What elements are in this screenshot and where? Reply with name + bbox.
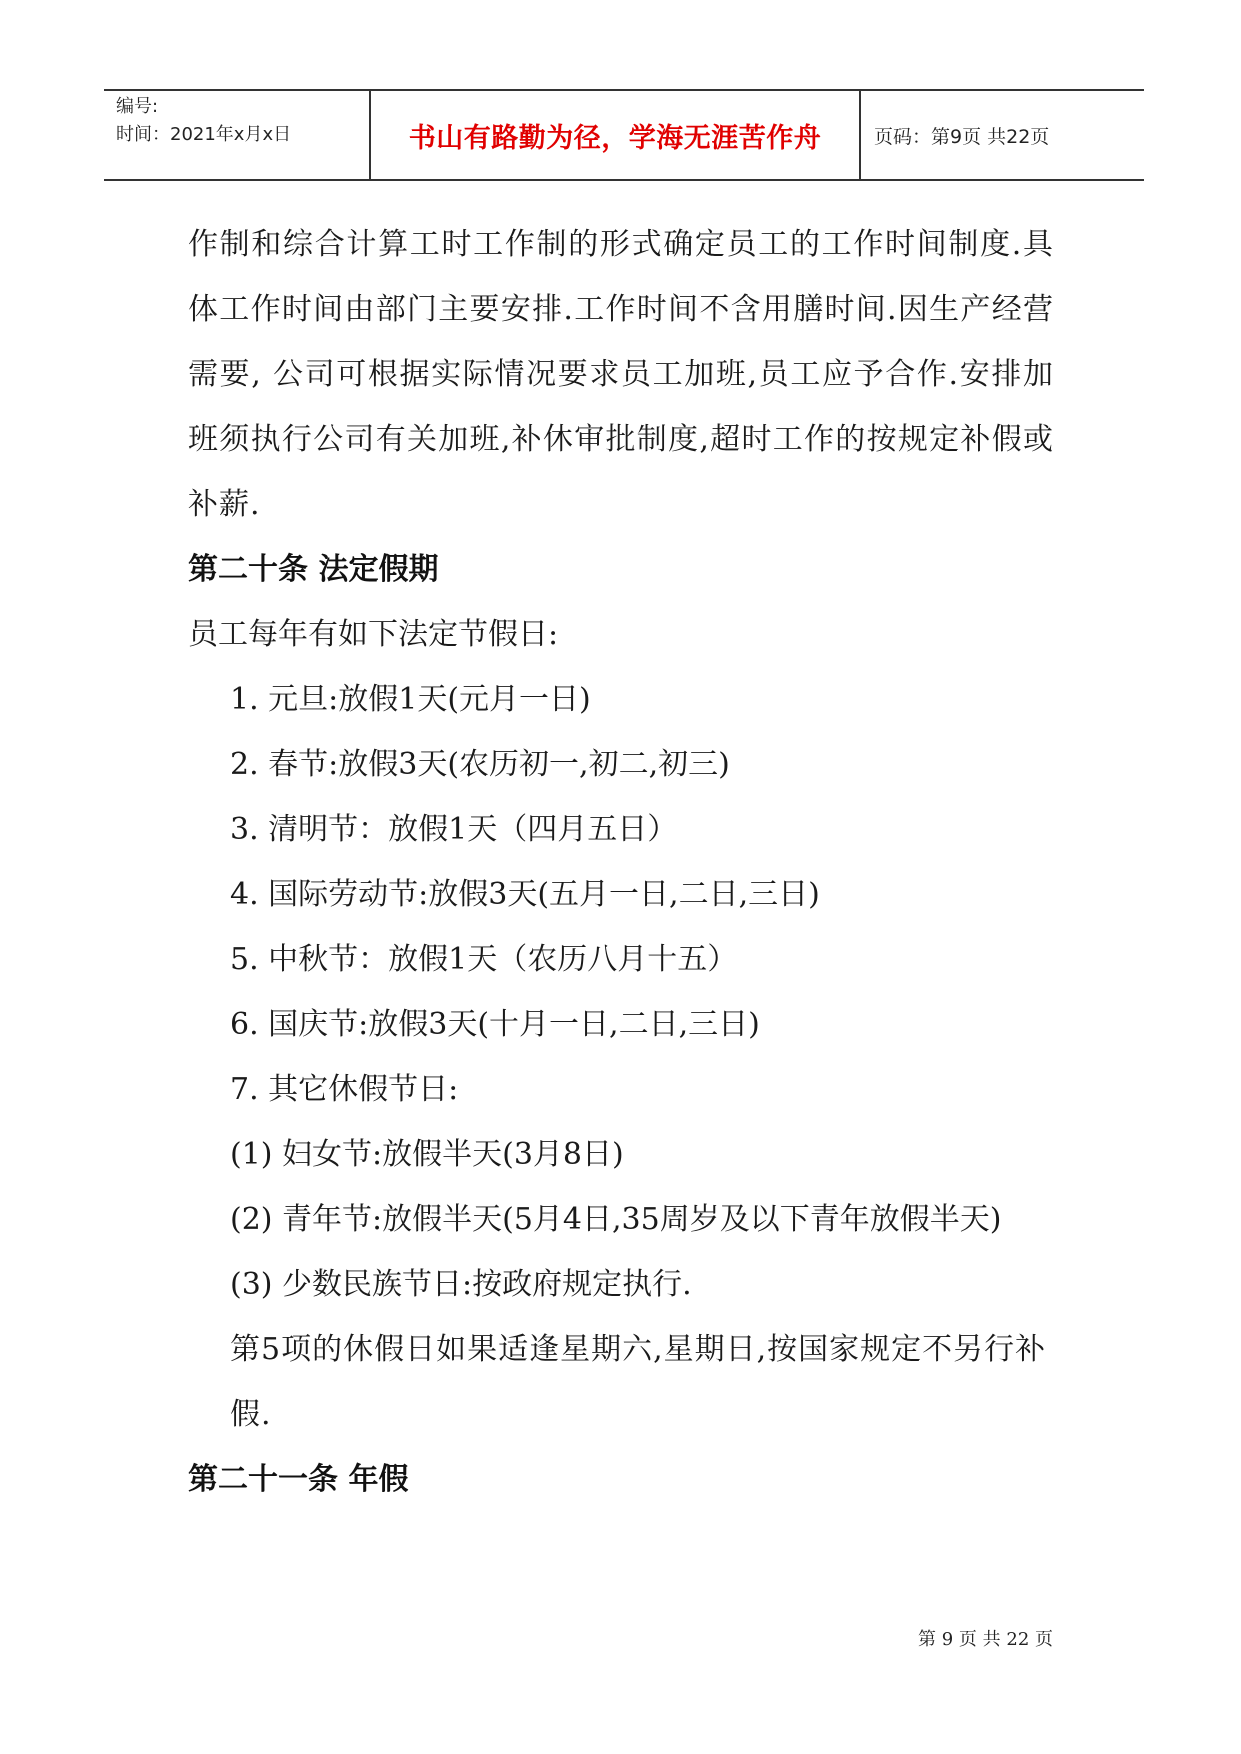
header-page-indicator: 页码：第9页 共22页 <box>874 125 1050 148</box>
other-holiday-list <box>188 1122 1054 1317</box>
header-divider <box>369 91 371 179</box>
header-divider <box>859 91 861 179</box>
list-item: (3) 少数民族节日:按政府规定执行. <box>230 1267 692 1302</box>
list-item: 1. 元旦:放假1天(元月一日) <box>230 682 591 717</box>
page-footer: 第 9 页 共 22 页 <box>918 1629 1053 1650</box>
intro-paragraph: 作制和综合计算工时工作制的形式确定员工的工作时间制度.具体工作时间由部门主要安排.工作时间不含用膳时间.因生产经营需要, 公司可根据实际情况要求员工加班,员工应予合作.安排加班须执行公司有关加班,补休审批制度,超时工作的按规定补假或补薪. <box>188 227 1054 522</box>
holiday-note: 第5项的休假日如果适逢星期六,星期日,按国家规定不另行补假. <box>230 1332 1047 1432</box>
list-item: 2. 春节:放假3天(农历初一,初二,初三) <box>230 747 730 782</box>
holiday-list <box>188 667 1054 1122</box>
document-number-label: 编号: <box>116 96 159 117</box>
list-item: 4. 国际劳动节:放假3天(五月一日,二日,三日) <box>230 877 820 912</box>
page-header <box>104 89 1144 181</box>
list-item: (1) 妇女节:放假半天(3月8日) <box>230 1137 624 1172</box>
list-item: (2) 青年节:放假半天(5月4日,35周岁及以下青年放假半天) <box>230 1202 1002 1237</box>
document-body <box>188 212 1054 1512</box>
document-date: 时间：2021年x月x日 <box>116 124 292 145</box>
article-20-intro: 员工每年有如下法定节假日: <box>188 617 559 652</box>
list-item: 3. 清明节：放假1天（四月五日） <box>230 812 678 847</box>
header-meta <box>116 93 366 149</box>
article-20-heading: 第二十条 法定假期 <box>188 552 439 587</box>
header-slogan: 书山有路勤为径，学海无涯苦作舟 <box>408 122 822 154</box>
article-21-heading: 第二十一条 年假 <box>188 1462 409 1497</box>
list-item: 5. 中秋节：放假1天（农历八月十五） <box>230 942 738 977</box>
list-item: 7. 其它休假节日: <box>230 1072 459 1107</box>
list-item: 6. 国庆节:放假3天(十月一日,二日,三日) <box>230 1007 760 1042</box>
